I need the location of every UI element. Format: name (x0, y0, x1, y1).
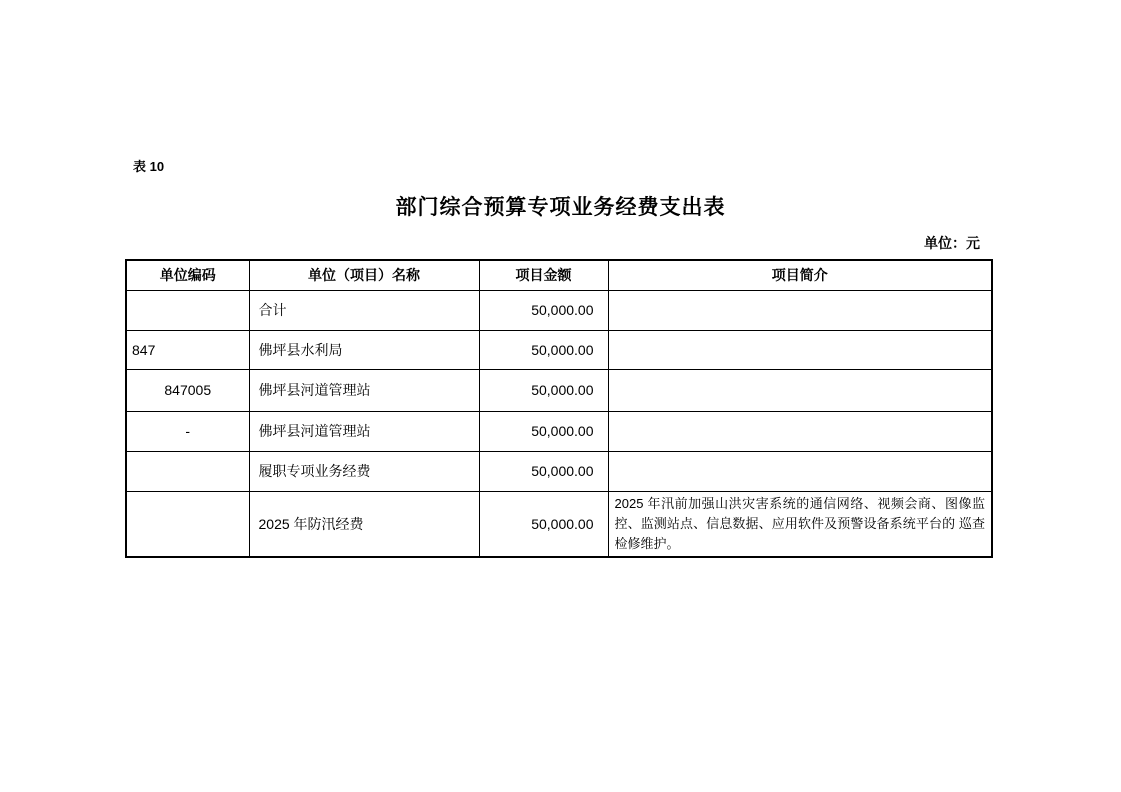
cell-description (608, 330, 992, 369)
cell-unit-name: 履职专项业务经费 (249, 451, 479, 491)
table-row (126, 369, 992, 411)
cell-amount: 50,000.00 (479, 451, 608, 491)
cell-unit-name: 合计 (249, 290, 479, 330)
table-number-label: 表 10 (133, 159, 165, 174)
cell-unit-name: 佛坪县河道管理站 (249, 369, 479, 411)
cell-amount: 50,000.00 (479, 330, 608, 369)
document-title: 部门综合预算专项业务经费支出表 (395, 196, 726, 219)
cell-amount: 50,000.00 (479, 290, 608, 330)
cell-unit-code: 847005 (126, 369, 249, 411)
header-row (126, 260, 992, 290)
cell-description (608, 290, 992, 330)
cell-amount: 50,000.00 (479, 369, 608, 411)
column-header: 项目简介 (608, 260, 992, 290)
table-body (126, 290, 992, 557)
cell-description (608, 451, 992, 491)
cell-amount: 50,000.00 (479, 411, 608, 451)
cell-unit-name: 2025 年防汛经费 (249, 491, 479, 557)
cell-unit-code (126, 290, 249, 330)
cell-description (608, 411, 992, 451)
cell-unit-name: 佛坪县河道管理站 (249, 411, 479, 451)
column-header: 单位编码 (126, 260, 249, 290)
cell-unit-code (126, 451, 249, 491)
column-header: 单位（项目）名称 (249, 260, 479, 290)
table-row (126, 451, 992, 491)
table-row (126, 330, 992, 369)
table-row (126, 290, 992, 330)
budget-table (125, 259, 993, 558)
cell-description (608, 369, 992, 411)
table-row (126, 491, 992, 557)
cell-description: 2025 年汛前加强山洪灾害系统的通信网络、视频会商、图像监控、监测站点、信息数据、应用软件及预警设备系统平台的 巡查检修维护。 (608, 491, 992, 557)
cell-amount: 50,000.00 (479, 491, 608, 557)
cell-unit-name: 佛坪县水利局 (249, 330, 479, 369)
cell-unit-code: 847 (126, 330, 249, 369)
table-row (126, 411, 992, 451)
unit-note: 单位：元 (924, 235, 980, 251)
column-header: 项目金额 (479, 260, 608, 290)
cell-unit-code (126, 491, 249, 557)
cell-unit-code: - (126, 411, 249, 451)
